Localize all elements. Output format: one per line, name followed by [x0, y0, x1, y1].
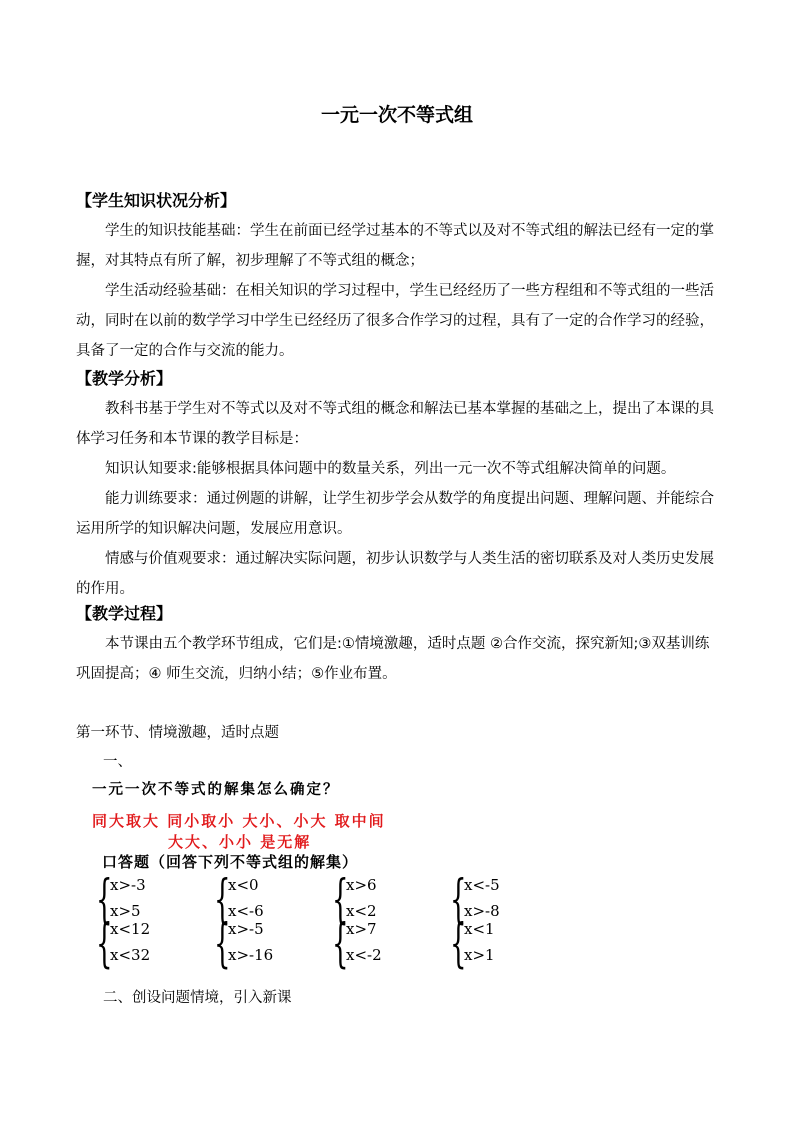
paragraph-knowledge-base: 学生的知识技能基础：学生在前面已经学过基本的不等式以及对不等式组的解法已经有一定的掌握，对其特点有所了解，初步理解了不等式组的概念；	[76, 223, 714, 269]
paragraph-textbook: 教科书基于学生对不等式以及对不等式组的概念和解法已基本掌握的基础之上，提出了本课的具体学习任务和本节课的教学目标是：	[76, 401, 714, 447]
inequality-system: { x>-5 x>-16	[214, 914, 274, 974]
inequality-system: { x>-3 x>5	[96, 870, 146, 930]
inequality-lower: x<32	[110, 946, 151, 964]
inequality-rules-figure	[88, 778, 538, 974]
inequality-upper: x<1	[464, 920, 495, 938]
rule-line-one: 同大取大 同小取小 大小、小大 取中间	[92, 812, 386, 830]
inequality-lower: x>-16	[228, 946, 274, 964]
inequality-system: { x>6 x<2	[332, 870, 377, 930]
step-one-heading: 第一环节、情境激趣，适时点题	[76, 725, 279, 741]
item-two-heading: 二、创设问题情境，引入新课	[103, 990, 292, 1006]
inequality-upper: x>-3	[110, 876, 146, 894]
page-title: 一元一次不等式组	[320, 104, 473, 126]
inequality-lower: x>1	[464, 946, 495, 964]
inequality-system: { x<12 x<32	[96, 914, 151, 974]
inequality-lower: x<2	[346, 902, 377, 920]
inequality-upper: x>7	[346, 920, 377, 938]
inequality-lower: x<-2	[346, 946, 382, 964]
inequality-system: { x<1 x>1	[450, 914, 495, 974]
inequality-system: { x<-5 x>-8	[450, 870, 500, 930]
inequality-upper: x<12	[110, 920, 151, 938]
inequality-upper: x>6	[346, 876, 377, 894]
inequality-upper: x>-5	[228, 920, 264, 938]
inequality-lower: x>-8	[464, 902, 500, 920]
item-one-label: 一、	[103, 754, 132, 770]
paragraph-knowledge-requirement: 知识认知要求:能够根据具体问题中的数量关系，列出一元一次不等式组解决简单的问题。	[105, 461, 676, 477]
paragraph-ability-requirement: 能力训练要求：通过例题的讲解，让学生初步学会从数学的角度提出问题、理解问题、并能综合运用所学的知识解决问题，发展应用意识。	[76, 491, 714, 537]
paragraph-emotion-requirement: 情感与价值观要求：通过解决实际问题，初步认识数学与人类生活的密切联系及对人类历史发展的作用。	[76, 551, 714, 597]
paragraph-five-steps: 本节课由五个教学环节组成，它们是:①情境激趣，适时点题 ②合作交流，探究新知;③双基训练 巩固提高；④ 师生交流，归纳小结；⑤作业布置。	[76, 636, 710, 682]
section-heading-teaching-process: 【教学过程】	[76, 604, 173, 623]
inequality-upper: x<-5	[464, 876, 500, 894]
inequality-lower: x<-6	[228, 902, 264, 920]
inequality-system: { x>7 x<-2	[332, 914, 382, 974]
rule-line-two: 大大、小小 是无解	[168, 833, 312, 851]
paragraph-activity-experience: 学生活动经验基础：在相关知识的学习过程中，学生已经经历了一些方程组和不等式组的一些活动，同时在以前的数学学习中学生已经经历了很多合作学习的过程，具有了一定的合作学习的经验，具备了一定的合作与交流的能力。	[76, 283, 714, 359]
oral-question-heading: 口答题（回答下列不等式组的解集）	[102, 853, 359, 871]
section-heading-teaching-analysis: 【教学分析】	[76, 369, 173, 388]
inequality-upper: x<0	[228, 876, 259, 894]
figure-question: 一元一次不等式的解集怎么确定？	[92, 782, 340, 798]
section-heading-student-analysis: 【学生知识状况分析】	[76, 191, 237, 210]
inequality-lower: x>5	[110, 902, 141, 920]
inequality-system: { x<0 x<-6	[214, 870, 264, 930]
